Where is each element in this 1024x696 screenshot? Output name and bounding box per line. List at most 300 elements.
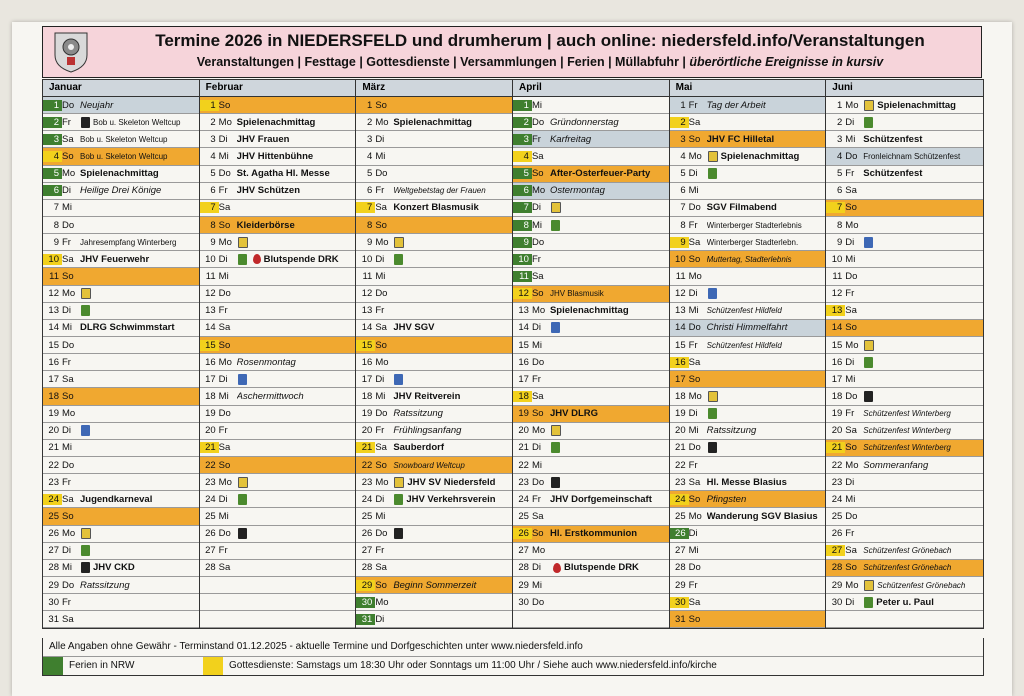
weekday: Fr [218, 185, 228, 197]
day-number: 22 [361, 459, 373, 471]
event-label: St. Agatha Hl. Messe [236, 168, 330, 180]
weekday: Do [531, 236, 545, 248]
day-number: 18 [205, 390, 216, 402]
weekday: Sa [688, 476, 701, 488]
weekday: Fr [531, 133, 541, 145]
event-label: DLRG Schwimmstart [80, 322, 175, 334]
legend-swatch-green [43, 657, 63, 675]
weekday: Di [845, 116, 855, 128]
legend-gottesdienste [203, 657, 717, 675]
day-number: 26 [48, 528, 59, 540]
day-row [356, 611, 512, 628]
green-bin-icon [551, 220, 560, 231]
black-bin-icon [394, 528, 403, 539]
event-label: Hl. Erstkommunion [549, 528, 638, 540]
weekday: Mi [688, 425, 699, 437]
day-number: 29 [518, 579, 529, 591]
weekday: Mo [845, 459, 859, 471]
weekday: Sa [845, 185, 857, 197]
weekday: Fr [688, 99, 698, 111]
day-row [826, 508, 983, 525]
day-number: 7 [356, 202, 375, 213]
day-row [356, 388, 512, 405]
weekday: Do [375, 288, 388, 300]
day-number: 23 [675, 476, 686, 488]
day-row [826, 543, 983, 560]
weekday: Mo [688, 510, 702, 522]
day-number: 4 [513, 151, 532, 162]
page-title: Termine 2026 in NIEDERSFELD und drumherum | auch online: niedersfeld.info/Veranstaltungen [155, 31, 925, 50]
day-number: 10 [361, 253, 373, 265]
weekday: Fr [688, 339, 698, 351]
weekday: Do [845, 270, 858, 282]
day-number: 30 [356, 597, 375, 608]
day-row [513, 148, 669, 165]
black-bin-icon [551, 477, 560, 488]
blue-bin-icon [864, 237, 873, 248]
weekday: Do [62, 339, 75, 351]
day-number: 15 [356, 340, 375, 351]
weekday: So [375, 339, 387, 351]
event-label: Schützenfest [863, 133, 923, 145]
day-row [826, 594, 983, 611]
day-row [670, 114, 826, 131]
day-number: 21 [200, 442, 219, 453]
day-number: 27 [518, 545, 529, 557]
day-number: 22 [48, 459, 59, 471]
day-number: 3 [210, 133, 216, 145]
green-bin-icon [864, 357, 873, 368]
legend-gottesdienste-label: Gottesdienste: Samstags um 18:30 Uhr oder Sonntags um 11:00 Uhr / Siehe auch www.niedersfeld.info/kirche [229, 660, 717, 671]
day-number: 29 [831, 579, 843, 591]
day-row [43, 560, 199, 577]
day-number: 9 [670, 237, 689, 248]
subtitle-italic: überörtliche Ereignisse in kursiv [689, 55, 884, 69]
day-number: 25 [831, 510, 843, 522]
day-row [670, 337, 826, 354]
day-row [826, 251, 983, 268]
event-label: Jahresempfang Winterberg [80, 237, 177, 247]
day-row [43, 148, 199, 165]
page-subtitle [105, 55, 975, 69]
yellow-sack-icon [551, 425, 561, 436]
day-number: 13 [205, 305, 216, 317]
day-row [200, 440, 356, 457]
day-number: 4 [367, 150, 373, 162]
day-row [513, 97, 669, 114]
day-row [826, 166, 983, 183]
blood-drop-icon [553, 563, 561, 573]
day-number: 8 [680, 219, 686, 231]
day-row [43, 183, 199, 200]
day-number: 17 [48, 373, 59, 385]
day-row [356, 354, 512, 371]
event-label: Pfingsten [706, 493, 747, 505]
weekday: Sa [531, 270, 544, 282]
day-row [826, 200, 983, 217]
day-number: 5 [210, 168, 216, 180]
event-label: Ratssitzung [393, 408, 443, 420]
green-bin-icon [394, 494, 403, 505]
event-label: JHV SGV [393, 322, 435, 334]
day-row [826, 268, 983, 285]
day-row [670, 594, 826, 611]
day-row [670, 303, 826, 320]
weekday: Mo [845, 99, 859, 111]
weekday: Sa [375, 202, 387, 214]
event-label: Christi Himmelfahrt [706, 322, 788, 334]
weekday: Mo [845, 579, 859, 591]
weekday: Do [62, 219, 75, 231]
day-row [670, 543, 826, 560]
event-label: Muttertag, Stadterlebnis [706, 254, 792, 264]
weekday: Di [62, 185, 71, 197]
day-number: 16 [831, 356, 843, 368]
day-row [670, 217, 826, 234]
day-row [513, 354, 669, 371]
month-column-märz [356, 80, 513, 628]
event-label: Karfreitag [549, 133, 592, 145]
day-number: 24 [518, 493, 529, 505]
weekday: Do [62, 579, 75, 591]
weekday: Mi [531, 219, 542, 231]
weekday: Mi [688, 545, 699, 557]
footer-disclaimer: Alle Angaben ohne Gewähr - Terminstand 01.12.2025 - aktuelle Termine und Dorfgeschichten unter www.niedersfeld.info [43, 638, 983, 657]
weekday: Sa [218, 442, 231, 454]
weekday: Do [218, 408, 231, 420]
day-number: 2 [210, 116, 216, 128]
black-bin-icon [864, 391, 873, 402]
day-row [513, 543, 669, 560]
day-number: 29 [675, 579, 686, 591]
weekday: Di [218, 493, 228, 505]
day-number: 22 [518, 459, 529, 471]
weekday: Fr [845, 408, 855, 420]
weekday: Mo [375, 116, 389, 128]
weekday: Do [218, 288, 231, 300]
weekday: Do [688, 322, 701, 334]
event-label: Winterberger Stadterlebn. [706, 237, 799, 247]
day-row [670, 526, 826, 543]
day-row [513, 303, 669, 320]
weekday: Mo [375, 236, 389, 248]
day-number: 9 [210, 236, 216, 248]
day-row [513, 286, 669, 303]
weekday: So [531, 288, 544, 300]
day-number: 8 [210, 219, 216, 231]
weekday: So [845, 322, 857, 334]
day-number: 6 [513, 185, 532, 196]
day-number: 12 [205, 288, 216, 300]
weekday: Di [375, 493, 385, 505]
day-row [356, 423, 512, 440]
weekday: Sa [62, 493, 74, 505]
weekday: Mi [218, 150, 229, 162]
weekday: Do [375, 168, 388, 180]
day-row [826, 354, 983, 371]
day-row [513, 131, 669, 148]
weekday: Mo [845, 339, 859, 351]
day-row [513, 508, 669, 525]
green-bin-icon [708, 168, 717, 179]
day-number: 3 [513, 134, 532, 145]
day-row [200, 560, 356, 577]
day-number: 24 [831, 493, 843, 505]
day-row [356, 268, 512, 285]
weekday: Di [531, 322, 541, 334]
day-number: 2 [513, 117, 532, 128]
day-row [670, 423, 826, 440]
day-number: 11 [205, 270, 216, 282]
day-row [356, 183, 512, 200]
weekday: Sa [218, 562, 231, 574]
day-row [513, 406, 669, 423]
day-row [826, 440, 983, 457]
day-row [513, 371, 669, 388]
day-row [670, 371, 826, 388]
weekday: Di [218, 253, 228, 265]
day-row [670, 440, 826, 457]
day-number: 6 [210, 185, 216, 197]
weekday: Do [531, 596, 545, 608]
day-row [43, 371, 199, 388]
day-row [356, 508, 512, 525]
day-number: 18 [48, 390, 59, 402]
day-row [670, 388, 826, 405]
weekday: So [531, 408, 544, 420]
weekday: Mo [218, 236, 232, 248]
day-row [356, 234, 512, 251]
event-label: JHV FC Hilletal [706, 133, 775, 145]
weekday: Mo [531, 305, 546, 317]
weekday: Fr [375, 185, 385, 197]
weekday: Di [375, 373, 385, 385]
green-bin-icon [238, 494, 247, 505]
day-number: 29 [356, 580, 375, 591]
event-label: Bob u. Skeleton Weltcup [93, 117, 181, 127]
day-number: 21 [356, 442, 375, 453]
day-number: 24 [43, 494, 62, 505]
day-row [200, 114, 356, 131]
weekday: Mi [375, 150, 386, 162]
weekday: Sa [218, 322, 231, 334]
weekday: Fr [62, 236, 71, 248]
weekday: Mi [62, 322, 73, 334]
weekday: Do [218, 528, 231, 540]
weekday: Fr [62, 476, 71, 488]
weekday: So [375, 99, 387, 111]
day-number: 21 [826, 442, 845, 453]
day-number: 11 [513, 271, 532, 282]
day-number: 20 [48, 425, 59, 437]
weekday: Mi [688, 305, 699, 317]
day-number: 22 [205, 459, 216, 471]
day-row [670, 251, 826, 268]
day-number: 22 [831, 459, 843, 471]
yellow-sack-icon [864, 580, 874, 591]
day-number: 19 [48, 408, 59, 420]
weekday: Di [845, 476, 855, 488]
day-row [200, 286, 356, 303]
day-number: 27 [361, 545, 373, 557]
event-label: Sauberdorf [393, 442, 444, 454]
event-label: Spielenachmittag [720, 150, 800, 162]
day-number: 29 [48, 579, 59, 591]
green-bin-icon [551, 442, 560, 453]
day-row [356, 457, 512, 474]
day-number: 2 [43, 117, 62, 128]
day-row [43, 543, 199, 560]
day-row [356, 97, 512, 114]
day-number: 8 [367, 219, 373, 231]
weekday: Sa [218, 202, 231, 214]
green-bin-icon [708, 408, 717, 419]
day-number: 16 [48, 356, 59, 368]
day-number: 4 [210, 150, 216, 162]
green-bin-icon [394, 254, 403, 265]
weekday: Mi [688, 185, 699, 197]
weekday: Di [531, 562, 541, 574]
weekday: Sa [62, 613, 74, 625]
weekday: Fr [845, 528, 855, 540]
day-row [43, 440, 199, 457]
day-number: 17 [831, 373, 843, 385]
day-row [200, 388, 356, 405]
weekday: Do [688, 562, 701, 574]
day-row [200, 131, 356, 148]
day-number: 7 [513, 202, 532, 213]
event-label: Schützenfest Grönebach [863, 546, 952, 556]
event-label: Neujahr [80, 99, 114, 111]
day-number: 23 [48, 476, 59, 488]
event-label: Schützenfest Winterberg [863, 409, 951, 419]
day-row [356, 474, 512, 491]
day-row [200, 508, 356, 525]
weekday: So [218, 99, 231, 111]
weekday: Do [531, 476, 545, 488]
day-row [826, 406, 983, 423]
weekday: Do [688, 202, 701, 214]
day-number: 12 [361, 288, 373, 300]
footer [42, 638, 984, 676]
weekday: Mo [531, 545, 546, 557]
day-number: 28 [48, 562, 59, 574]
day-number: 3 [367, 133, 373, 145]
day-row [670, 131, 826, 148]
event-label: After-Osterfeuer-Party [549, 168, 651, 180]
weekday: Di [531, 202, 541, 214]
month-column-april [513, 80, 670, 628]
green-bin-icon [864, 117, 873, 128]
day-number: 31 [356, 614, 375, 625]
day-number: 24 [670, 494, 689, 505]
blue-bin-icon [81, 425, 90, 436]
day-row [43, 337, 199, 354]
day-number: 26 [205, 528, 216, 540]
day-number: 7 [200, 202, 219, 213]
day-row [356, 440, 512, 457]
day-row [200, 148, 356, 165]
event-label: JHV Reitverein [393, 390, 461, 402]
day-number: 12 [675, 288, 686, 300]
day-row [200, 423, 356, 440]
day-row [43, 268, 199, 285]
day-row [356, 303, 512, 320]
day-number: 9 [367, 236, 373, 248]
weekday: Mo [845, 219, 859, 231]
blood-drop-icon [253, 254, 261, 264]
day-number: 12 [831, 288, 843, 300]
day-number: 15 [48, 339, 59, 351]
day-number: 14 [361, 322, 373, 334]
day-row [356, 148, 512, 165]
day-number: 25 [48, 510, 59, 522]
day-row [513, 491, 669, 508]
day-number: 27 [48, 545, 59, 557]
day-number: 7 [826, 202, 845, 213]
day-row [43, 388, 199, 405]
day-row [513, 526, 669, 543]
day-row [513, 337, 669, 354]
day-row [513, 594, 669, 611]
day-number: 13 [518, 305, 529, 317]
day-number: 12 [513, 288, 532, 299]
event-label: Kleiderbörse [236, 219, 295, 231]
day-number: 19 [518, 408, 529, 420]
legend-swatch-yellow [203, 657, 223, 675]
day-number: 9 [53, 236, 59, 248]
day-row [513, 217, 669, 234]
day-number: 18 [675, 390, 686, 402]
month-header: Juni [826, 80, 983, 97]
weekday: Mi [375, 390, 386, 402]
day-number: 3 [680, 133, 686, 145]
day-number: 6 [680, 185, 686, 197]
day-row [200, 474, 356, 491]
green-bin-icon [81, 305, 90, 316]
legend-ferien [43, 657, 203, 675]
day-number: 17 [675, 373, 686, 385]
day-number: 10 [831, 253, 843, 265]
event-label: Schützenfest Grönebach [877, 580, 966, 590]
day-number: 25 [675, 510, 686, 522]
day-number: 10 [513, 254, 532, 265]
day-row [670, 320, 826, 337]
day-row [200, 371, 356, 388]
day-row [513, 183, 669, 200]
day-number: 19 [361, 408, 373, 420]
event-label: Beginn Sommerzeit [393, 579, 477, 591]
event-label: Schützenfest Hildfeld [706, 340, 782, 350]
day-number: 23 [831, 476, 843, 488]
day-number: 16 [361, 356, 373, 368]
weekday: Fr [62, 596, 71, 608]
yellow-sack-icon [238, 477, 248, 488]
day-row [356, 217, 512, 234]
weekday: Mo [375, 476, 389, 488]
day-number: 10 [675, 253, 686, 265]
day-row [826, 371, 983, 388]
day-row [43, 320, 199, 337]
day-row [43, 526, 199, 543]
day-row [513, 320, 669, 337]
blue-bin-icon [551, 322, 560, 333]
day-row [356, 577, 512, 594]
day-number: 1 [367, 99, 373, 111]
weekday: Mo [688, 150, 702, 162]
month-column-mai [670, 80, 827, 628]
month-column-juni [826, 80, 983, 628]
